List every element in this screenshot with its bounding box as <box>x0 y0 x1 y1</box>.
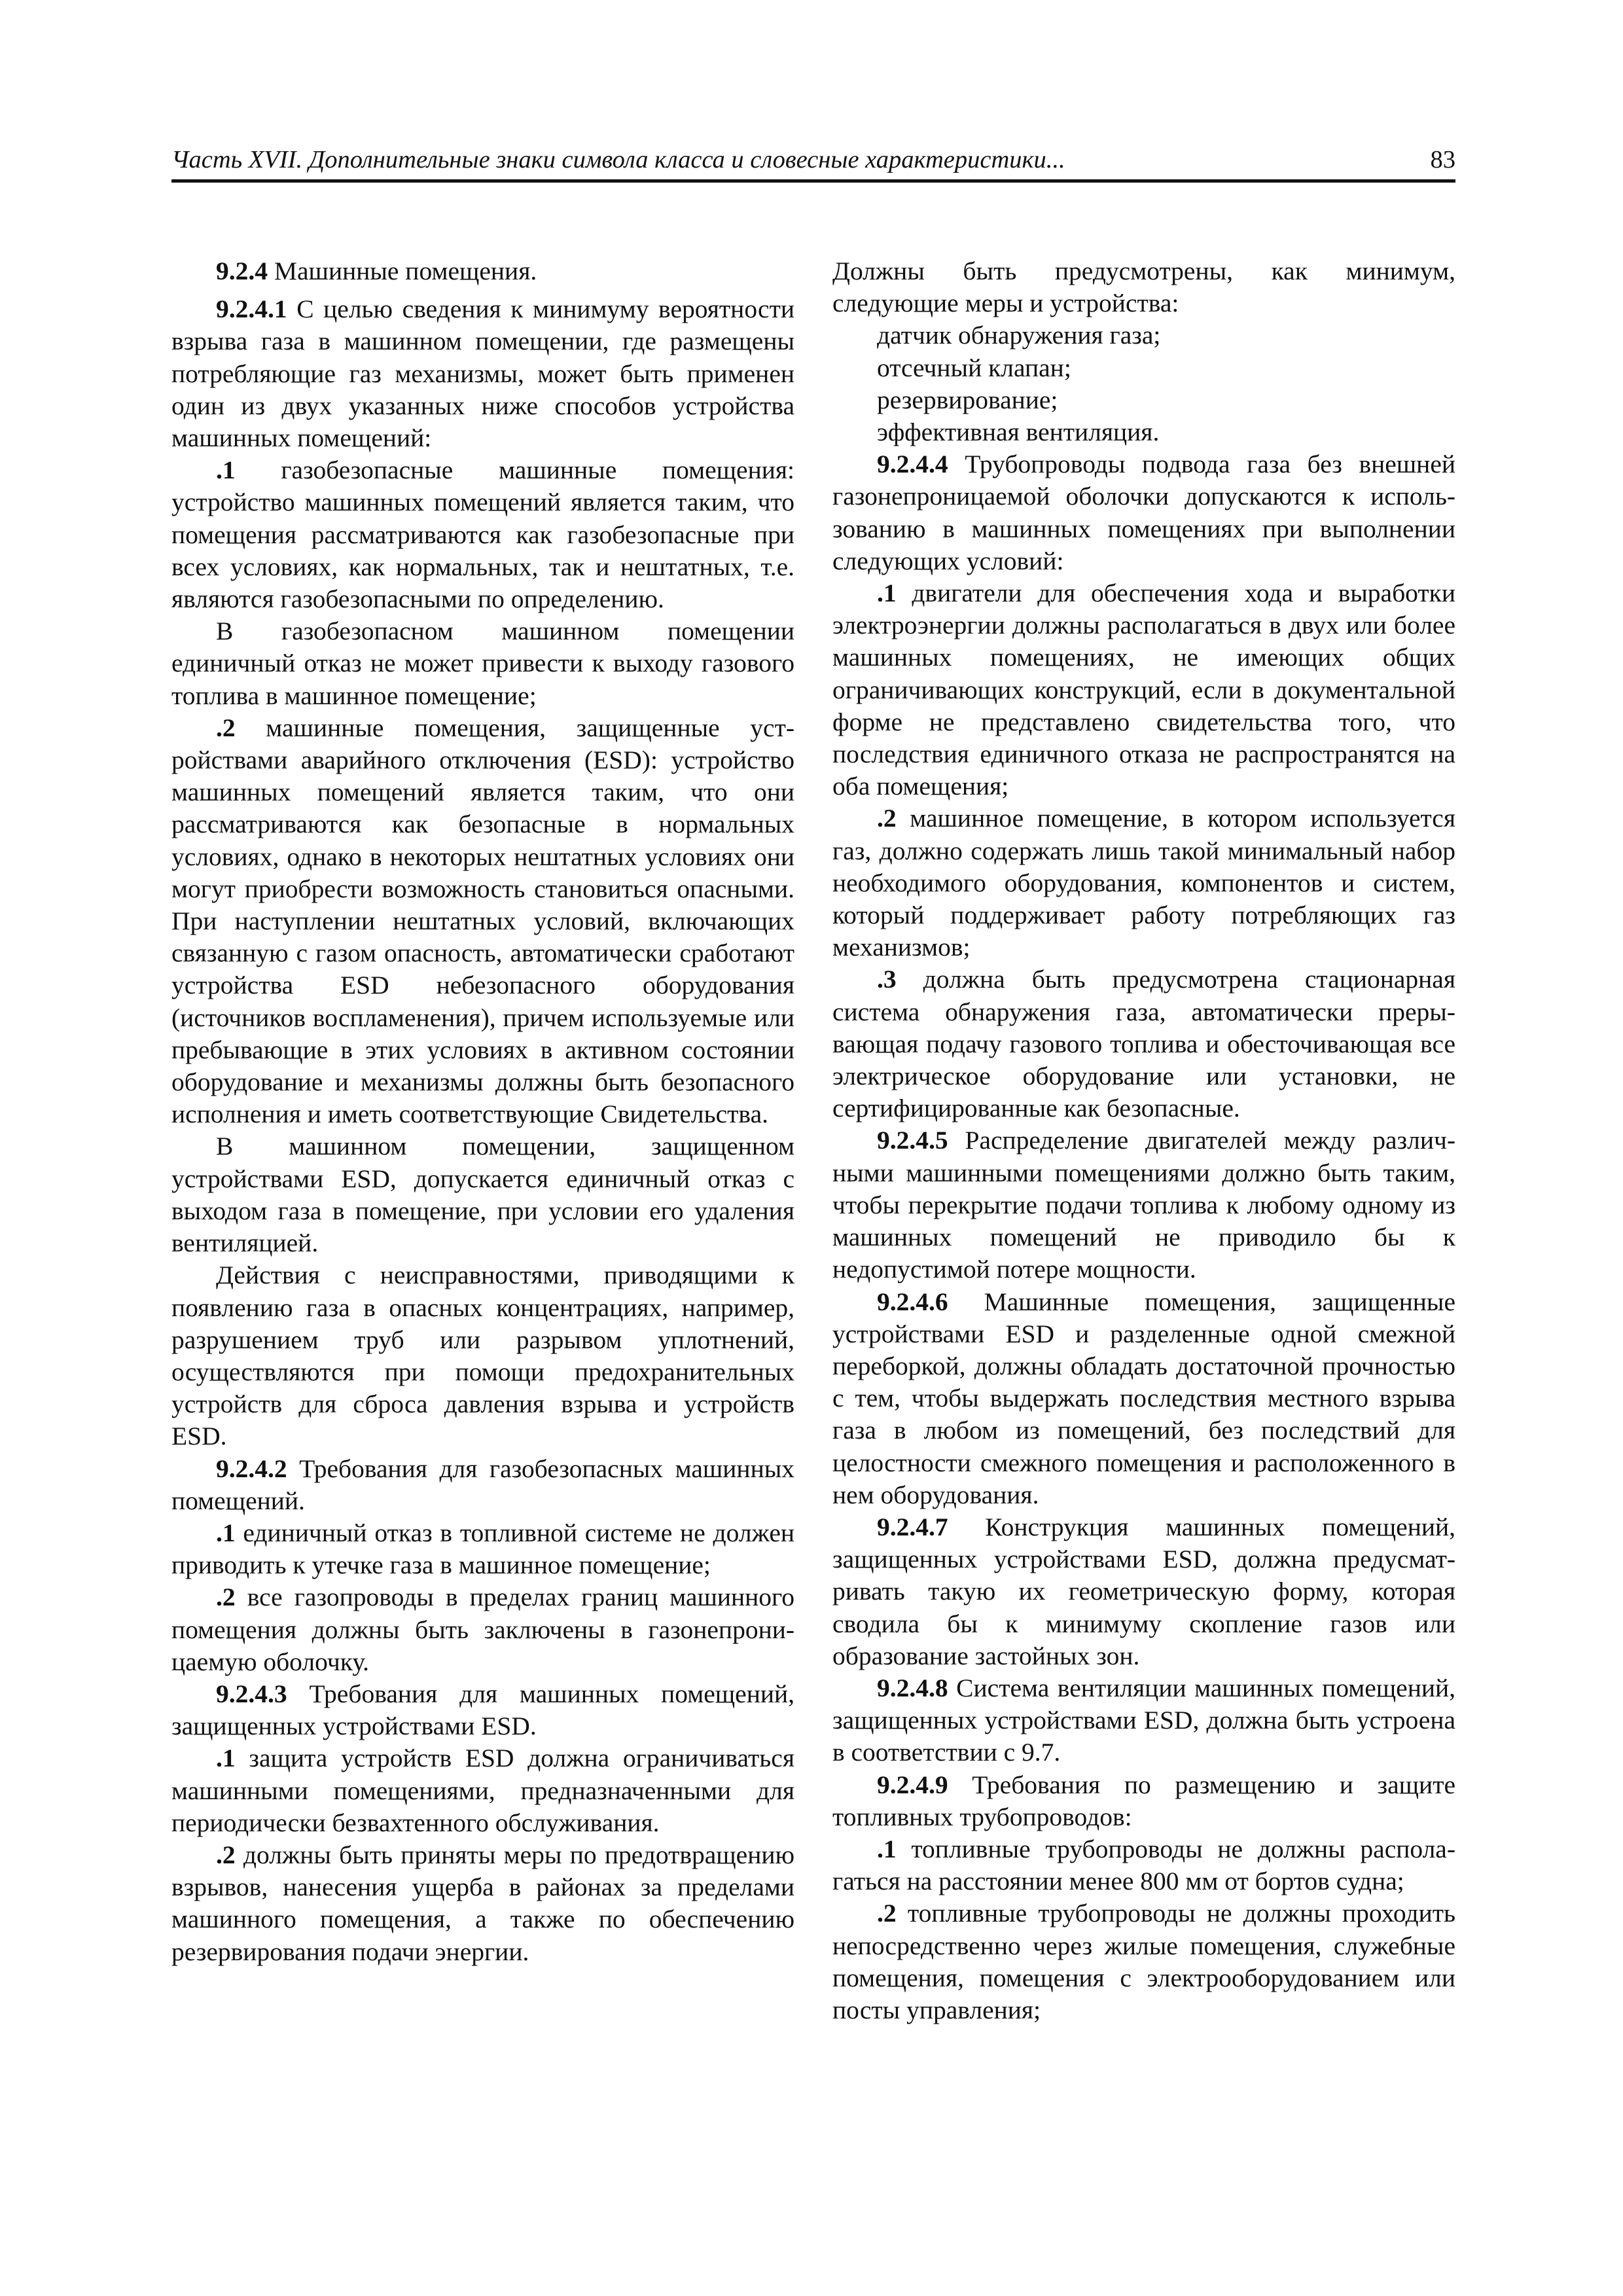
list-item: отсечный клапан; <box>877 353 1071 382</box>
paragraph-text: единичный отказ в топливной системе не должен приводить к утечке газа в машинное помещение; <box>171 1518 794 1580</box>
paragraph <box>832 1833 1455 1897</box>
paragraph <box>171 454 794 615</box>
paragraph <box>832 802 1455 963</box>
paragraph-text: топливные трубопроводы не должны проходить непосредственно через жилые помещения, служебные помещения, помещения с электрооборудованием или посты управления; <box>832 1899 1455 2024</box>
paragraph <box>832 1769 1455 1833</box>
paragraph-text: защита устройств ESD должна ограничиваться машинными помещениями, предназначенными для периодически безвахтенного обслуживания. <box>171 1744 794 1837</box>
clause-number: 9.2.4.3 <box>216 1679 287 1708</box>
section-number: 9.2.4 <box>216 257 268 285</box>
clause-number: .2 <box>216 1583 236 1612</box>
running-header <box>171 145 1455 183</box>
paragraph-text: Действия с неисправностями, приводящими к появлению газа в опасных концентрациях, например, разрушением труб или разрывом уплотнений, осуществляются при помощи предохранительных устройств для сброса давления взрыва и устройств ESD. <box>171 1261 794 1451</box>
paragraph-text: двигатели для обеспечения хода и выработки электроэнергии должны располагаться в двух или более машинных помещениях, не имеющих общих ограничивающих конструкций, если в документальной форме не представлено свидетельства того, что последствия единичного отказа не распространятся на оба помещения; <box>832 579 1455 801</box>
paragraph-text: все газопроводы в пределах границ машинного помещения должны быть заключены в газонепроницаемую оболочку. <box>171 1583 794 1676</box>
paragraph <box>171 712 794 1131</box>
clause-number: .1 <box>877 1834 897 1863</box>
paragraph <box>171 1130 794 1259</box>
clause-number: 9.2.4.5 <box>877 1126 948 1155</box>
clause-number: 9.2.4.2 <box>216 1454 287 1483</box>
clause-number: .1 <box>216 456 236 485</box>
clause-number: .2 <box>216 1840 236 1869</box>
paragraph <box>171 1742 794 1839</box>
paragraph <box>832 963 1455 1124</box>
paragraph <box>171 1453 794 1517</box>
clause-number: .2 <box>216 713 236 742</box>
clause-number: .3 <box>877 965 897 994</box>
paragraph-text: Трубопроводы подвода газа без внешней газонепроницаемой оболочки допускаются к использованию в машинных помещениях при выполнении следующих условий: <box>832 450 1455 575</box>
paragraph-text: Требования для газобезопасных машинных помещений. <box>171 1454 794 1515</box>
page-number: 83 <box>1430 146 1455 173</box>
paragraph-text: Требования по размещению и защите топливных трубопроводов: <box>832 1770 1455 1831</box>
paragraph-text: Система вентиляции машинных помещений, защищенных устройствами ESD, должна быть устроена в соответствии с 9.7. <box>832 1673 1455 1767</box>
right-column <box>832 255 1455 2026</box>
paragraph-text: топливные трубопроводы не должны располагаться на расстоянии менее 800 мм от бортов судна; <box>832 1834 1455 1896</box>
paragraph-text: С целью сведения к минимуму вероятности взрыва газа в машинном помещении, где размещены потребляющие газ механизмы, может быть применен один из двух указанных ниже способов устройства машинных помещений: <box>171 295 794 453</box>
paragraph-text: Требования для машинных помещений, защищенных устройствами ESD. <box>171 1679 794 1741</box>
paragraph-text: машинное помещение, в котором используется газ, должно содержать лишь такой минимальный набор необходимого оборудования, компонентов и систем, который поддерживает работу потребляющих газ механизмов; <box>832 804 1455 962</box>
paragraph <box>832 1511 1455 1672</box>
paragraph-text: В газобезопасном машинном помещении единичный отказ не может привести к выходу газового топлива в машинное помещение; <box>171 617 794 710</box>
paragraph-text: должна быть предусмотрена стационарная система обнаружения газа, автоматически прерывающая подачу газового топлива и обесточивающая все электрическое оборудование или установки, не сертифицированные как безопасные. <box>832 965 1455 1123</box>
paragraph-text: В машинном помещении, защищенном устройствами ESD, допускается единичный отказ с выходом газа в помещение, при условии его удаления вентиляцией. <box>171 1132 794 1258</box>
paragraph-text: машинные помещения, защищенные устройствами аварийного отключения (ESD): устройство машинных помещений является таким, что они рассматриваются как безопасные в нормальных условиях, однако в некоторых нештатных условиях они могут приобрести возможность становиться опасными. При наступлении нештатных условий, включающих связанную с газом опасность, автоматически сработают устройства ESD небезопасного оборудования (источников воспламенения), причем используемые или пребывающие в этих условиях в активном состоянии оборудование и механизмы должны быть безопасного исполнения и иметь соответствующие Свидетельства. <box>171 713 794 1129</box>
paragraph <box>171 1517 794 1581</box>
paragraph <box>832 1672 1455 1769</box>
paragraph <box>171 1581 794 1678</box>
paragraph-text: Конструкция машинных помещений, защищенных устройствами ESD, должна предусматривать такую их геометрическую форму, которая сводила бы к минимуму скопление газов или образование застойных зон. <box>832 1512 1455 1670</box>
paragraph: Должны быть предусмотрены, как минимум, следующие меры и устройства: <box>832 257 1455 318</box>
paragraph <box>171 615 794 712</box>
clause-number: 9.2.4.8 <box>877 1673 948 1702</box>
section-title: Машинные помещения. <box>268 257 537 285</box>
paragraph-text: должны быть приняты меры по предотвращению взрывов, нанесения ущерба в районах за пределами машинного помещения, а также по обеспечению резервирования подачи энергии. <box>171 1840 794 1966</box>
paragraph <box>171 1839 794 1968</box>
paragraph-text: Распределение двигателей между различными машинными помещениями должно быть таким, чтобы перекрытие подачи топлива к любому одному из машинных помещений не приводило бы к недопустимой потере мощности. <box>832 1126 1455 1284</box>
section-heading <box>171 255 794 287</box>
list-item: эффективная вентиляция. <box>877 418 1160 447</box>
paragraph <box>832 577 1455 802</box>
running-title: Часть XVII. Дополнительные знаки символа класса и словесные характеристики... <box>171 146 1065 173</box>
clause-number: 9.2.4.4 <box>877 450 948 479</box>
list-item: резервирование; <box>877 385 1058 414</box>
left-column <box>171 255 794 1968</box>
clause-number: .1 <box>216 1744 236 1773</box>
clause-number: 9.2.4.6 <box>877 1287 948 1316</box>
clause-number: .2 <box>877 1899 897 1928</box>
paragraph <box>832 1286 1455 1511</box>
clause-number: .2 <box>877 804 897 833</box>
clause-number: 9.2.4.9 <box>877 1770 948 1799</box>
paragraph-text: Машинные помещения, защищенные устройствами ESD и разделенные одной смежной переборкой, должны обладать достаточной прочностью с тем, чтобы выдержать последствия местного взрыва газа в любом из помещений, без последствий для целостности смежного помещения и расположенного в нем оборудования. <box>832 1287 1455 1509</box>
paragraph <box>832 1124 1455 1285</box>
list-item: датчик обнаружения газа; <box>877 321 1161 350</box>
paragraph <box>832 1897 1455 2026</box>
paragraph <box>171 293 794 454</box>
clause-number: 9.2.4.7 <box>877 1512 948 1541</box>
paragraph <box>832 448 1455 577</box>
clause-number: .1 <box>877 579 897 608</box>
clause-number: 9.2.4.1 <box>216 295 287 324</box>
paragraph-text: газобезопасные машинные помещения: устройство машинных помещений является таким, что помещения рассматриваются как газобезопасные при всех условиях, как нормальных, так и нештатных, т.е. являются газобезопасными по определению. <box>171 456 794 614</box>
paragraph <box>171 1678 794 1742</box>
clause-number: .1 <box>216 1518 236 1547</box>
paragraph <box>171 1259 794 1452</box>
